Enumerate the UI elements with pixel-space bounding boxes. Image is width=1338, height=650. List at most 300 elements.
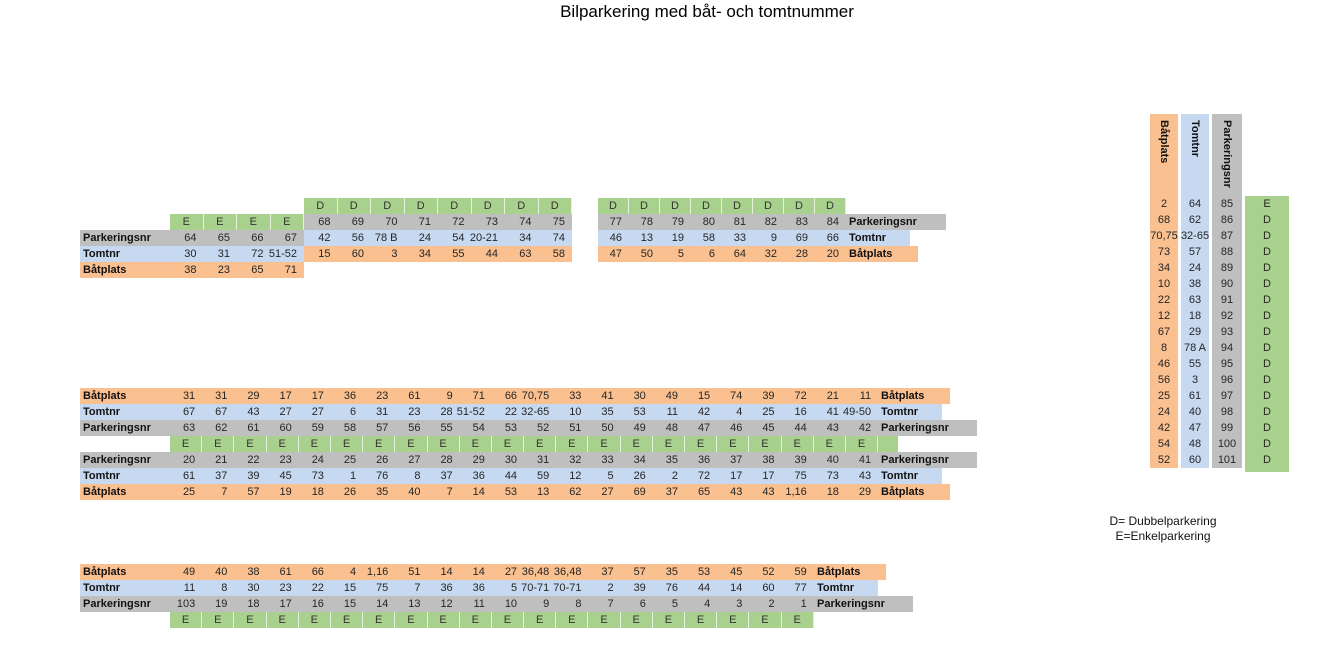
batplats-cell: 64 [733,248,746,260]
parkeringsnr-cell: 66 [251,232,264,244]
parkeringsnr-cell: 67 [284,232,297,244]
e-marker-cell: E [460,436,492,452]
tomtnr-cell: 3 [1191,374,1199,386]
tomtnr-cell: 7 [414,582,421,594]
e-marker-cell: E [202,436,234,452]
parkeringsnr-cell: 100 [1217,438,1237,450]
tomtnr-cell: 60 [762,582,775,594]
tomtnr-cell: 34 [519,232,532,244]
batplats-cell: 47 [609,248,622,260]
marker-cell: D [1263,374,1271,386]
parkeringsnr-cell: 89 [1220,262,1234,274]
tomtnr-cell: 24 [1188,262,1202,274]
batplats-cell: 71 [284,264,297,276]
parkeringsnr-cell: 45 [762,422,775,434]
e-marker-cell: E [428,436,460,452]
parkeringsnr-cell: 49 [633,422,646,434]
batplats-cell: 57 [633,566,646,578]
right-table-batplats-column [1150,196,1178,468]
batplats-cell: 32 [764,248,777,260]
tomtnr-cell: 17 [762,470,775,482]
batplats-cell: 66 [311,566,324,578]
e-marker-cell: E [428,612,460,628]
tomtnr-cell: 45 [279,470,292,482]
tomtnr-cell: 5 [510,582,518,594]
e-marker-cell: E [846,436,878,452]
parkeringsnr-cell: 98 [1220,406,1234,418]
parkeringsnr-cell: 18 [247,598,260,610]
d-marker-cell: D [505,198,539,214]
e-marker-cell: E [234,436,266,452]
mid-upper-parkeringsnr-row [170,420,879,436]
parkeringsnr-cell: 35 [665,454,678,466]
tomtnr-cell: 56 [351,232,364,244]
parkeringsnr-cell: 42 [858,422,872,434]
tomtnr-cell: 51-52 [268,248,297,260]
tomtnr-cell: 15 [343,582,357,594]
tomtnr-cell: 24 [418,232,431,244]
parkeringsnr-cell: 68 [318,216,331,228]
parkeringsnr-cell: 52 [537,422,550,434]
tomtnr-cell: 8 [414,470,421,482]
parkeringsnr-cell: 1 [800,598,807,610]
e-marker-cell: E [204,214,238,230]
batplats-cell: 2 [1160,198,1168,210]
parkeringsnr-cell: 56 [408,422,421,434]
parkeringsnr-cell: 87 [1220,230,1234,242]
e-marker-cell: E [524,612,556,628]
tomtnr-cell: 61 [182,470,196,482]
batplats-cell: 39 [762,390,775,402]
mid-lower-batplats-label-left: Båtplats [80,484,170,500]
batplats-cell: 15 [318,248,331,260]
batplats-cell: 5 [677,248,684,260]
tomtnr-cell: 26 [633,470,646,482]
tomtnr-cell: 58 [702,232,715,244]
e-marker-cell: E [202,612,234,628]
tomtnr-cell: 13 [640,232,653,244]
tomtnr-cell: 43 [858,470,872,482]
batplats-cell: 12 [1157,310,1171,322]
batplats-cell: 58 [552,248,565,260]
batplats-cell: 7 [446,486,453,498]
tomtnr-cell: 76 [665,582,678,594]
batplats-cell: 43 [730,486,743,498]
e-marker-cell: E [621,436,653,452]
top-left-tomtnr-row [170,246,304,262]
parkeringsnr-cell: 75 [552,216,565,228]
batplats-cell: 24 [1157,406,1171,418]
mid-lower-batplats-label-right: Båtplats [878,484,950,500]
tomtnr-cell: 5 [607,470,614,482]
mid-upper-batplats-label-right: Båtplats [878,388,950,404]
parkeringsnr-cell: 88 [1220,246,1234,258]
batplats-cell: 11 [859,390,872,402]
batplats-cell: 29 [247,390,260,402]
tomtnr-cell: 59 [537,470,550,482]
tomtnr-cell: 66 [826,232,839,244]
tomtnr-cell: 63 [1188,294,1202,306]
mid-lower-parkeringsnr-label-left: Parkeringsnr [80,452,170,468]
d-marker-cell: D [405,198,439,214]
batplats-cell: 18 [311,486,324,498]
tomtnr-cell: 23 [408,406,421,418]
bottom-batplats-row [170,564,814,580]
d-marker-cell: D [815,198,846,214]
parkeringsnr-cell: 12 [440,598,453,610]
tomtnr-cell: 75 [376,582,389,594]
batplats-cell: 41 [601,390,614,402]
parkeringsnr-cell: 57 [376,422,389,434]
batplats-cell: 74 [730,390,743,402]
batplats-cell: 10 [1157,278,1171,290]
mid-lower-parkeringsnr-label-right: Parkeringsnr [878,452,977,468]
parkeringsnr-cell: 32 [569,454,582,466]
parkeringsnr-cell: 86 [1220,214,1234,226]
batplats-cell: 38 [247,566,260,578]
tomtnr-cell: 73 [311,470,324,482]
tomtnr-cell: 31 [217,248,230,260]
tomtnr-cell: 73 [826,470,839,482]
tomtnr-cell: 37 [215,470,228,482]
tomtnr-cell: 60 [1188,454,1202,466]
tomtnr-cell: 2 [607,582,614,594]
batplats-cell: 56 [1157,374,1171,386]
parkeringsnr-cell: 33 [601,454,614,466]
tomtnr-cell: 32-65 [1180,230,1210,242]
batplats-cell: 62 [569,486,582,498]
tomtnr-cell: 19 [671,232,684,244]
batplats-cell: 20 [826,248,839,260]
tomtnr-cell: 44 [697,582,711,594]
tomtnr-cell: 12 [569,470,582,482]
batplats-cell: 36,48 [521,566,550,578]
parkeringsnr-cell: 17 [279,598,292,610]
mid-lower-tomtnr-label-left: Tomtnr [80,468,170,484]
tomtnr-cell: 61 [1188,390,1202,402]
parkeringsnr-cell: 20 [182,454,196,466]
parkeringsnr-cell: 65 [217,232,230,244]
e-marker-cell: E [653,612,685,628]
tomtnr-cell: 72 [697,470,711,482]
tomtnr-cell: 20-21 [469,232,498,244]
batplats-cell: 37 [601,566,614,578]
parkeringsnr-cell: 70 [385,216,398,228]
batplats-cell: 67 [1157,326,1171,338]
tomtnr-cell: 64 [1188,198,1202,210]
batplats-cell: 57 [247,486,260,498]
legend [1093,514,1233,544]
mid-lower-tomtnr-row [170,468,879,484]
tomtnr-cell: 37 [440,470,453,482]
e-marker-cell: E [749,612,781,628]
e-marker-cell: E [170,436,202,452]
d-marker-cell: D [660,198,691,214]
e-marker-cell: E [395,436,427,452]
top-right-batplats-label: Båtplats [846,246,918,262]
marker-cell: D [1263,294,1271,306]
parkeringsnr-cell: 54 [472,422,485,434]
d-marker-cell: D [338,198,372,214]
tomtnr-cell: 44 [504,470,518,482]
parkeringsnr-cell: 91 [1220,294,1234,306]
tomtnr-cell: 27 [311,406,324,418]
parkeringsnr-cell: 103 [176,598,196,610]
e-marker-cell: E [363,436,395,452]
parkeringsnr-cell: 44 [794,422,807,434]
marker-cell: E [1263,198,1271,210]
d-marker-cell: D [438,198,472,214]
d-marker-cell: D [472,198,506,214]
tomtnr-cell: 10 [569,406,582,418]
parkeringsnr-cell: 72 [452,216,465,228]
parkeringsnr-cell: 23 [279,454,292,466]
parkeringsnr-cell: 7 [607,598,614,610]
top-right-parkeringsnr-row [598,214,846,230]
parkeringsnr-cell: 27 [408,454,421,466]
parkeringsnr-cell: 53 [504,422,518,434]
right-table-parkeringsnr-header: Parkeringsnr [1212,114,1242,196]
batplats-cell: 49 [665,390,678,402]
batplats-cell: 66 [504,390,518,402]
tomtnr-cell: 9 [770,232,777,244]
parkeringsnr-cell: 19 [215,598,228,610]
parkeringsnr-cell: 39 [794,454,807,466]
tomtnr-cell: 36 [472,470,485,482]
batplats-cell: 34 [1157,262,1171,274]
tomtnr-cell: 22 [311,582,324,594]
marker-cell: D [1263,454,1271,466]
marker-cell: D [1263,214,1271,226]
parkeringsnr-cell: 3 [736,598,743,610]
mid-upper-tomtnr-row [170,404,879,420]
tomtnr-cell: 53 [633,406,646,418]
top-mid-parkeringsnr-row [304,214,572,230]
tomtnr-cell: 35 [601,406,614,418]
tomtnr-cell: 36 [440,582,453,594]
tomtnr-cell: 57 [1188,246,1202,258]
batplats-cell: 49 [182,566,196,578]
parkeringsnr-cell: 82 [764,216,777,228]
batplats-cell: 14 [472,486,485,498]
e-marker-cell: E [782,436,814,452]
tomtnr-cell: 46 [609,232,622,244]
tomtnr-cell: 31 [376,406,389,418]
marker-cell: D [1263,422,1271,434]
e-marker-cell: E [267,436,299,452]
tomtnr-cell: 4 [736,406,743,418]
batplats-cell: 55 [452,248,465,260]
top-right-d-marker-row [598,198,846,214]
e-marker-cell: E [299,612,331,628]
tomtnr-cell: 8 [221,582,228,594]
e-marker-cell: E [331,436,363,452]
parkeringsnr-cell: 21 [215,454,228,466]
batplats-cell: 34 [418,248,431,260]
e-marker-cell: E [749,436,781,452]
batplats-cell: 14 [472,566,485,578]
tomtnr-cell: 38 [1188,278,1202,290]
parkeringsnr-cell: 77 [609,216,622,228]
marker-cell: D [1263,358,1271,370]
marker-cell: D [1263,230,1271,242]
marker-cell: D [1263,342,1271,354]
tomtnr-cell: 67 [215,406,228,418]
mid-e-marker-row [170,436,898,452]
batplats-cell: 51 [408,566,421,578]
parkeringsnr-cell: 41 [858,454,872,466]
tomtnr-cell: 25 [762,406,775,418]
top-right-parkeringsnr-label: Parkeringsnr [846,214,946,230]
parkeringsnr-cell: 64 [184,232,197,244]
parkeringsnr-cell: 73 [485,216,498,228]
batplats-cell: 3 [391,248,398,260]
batplats-cell: 63 [519,248,532,260]
batplats-cell: 36 [343,390,357,402]
tomtnr-cell: 22 [504,406,518,418]
batplats-cell: 25 [1157,390,1171,402]
batplats-cell: 52 [762,566,775,578]
parkeringsnr-cell: 43 [826,422,839,434]
parkeringsnr-cell: 29 [472,454,485,466]
tomtnr-cell: 78 A [1183,342,1207,354]
parkeringsnr-cell: 92 [1220,310,1234,322]
batplats-cell: 68 [1157,214,1171,226]
right-table-batplats-header: Båtplats [1150,114,1178,196]
parkeringsnr-cell: 51 [569,422,582,434]
tomtnr-cell: 28 [440,406,453,418]
batplats-cell: 54 [1157,438,1171,450]
batplats-cell: 72 [794,390,807,402]
parkeringsnr-cell: 97 [1220,390,1234,402]
e-marker-cell: E [556,436,588,452]
tomtnr-cell: 30 [247,582,260,594]
e-marker-cell: E [588,612,620,628]
batplats-cell: 53 [697,566,711,578]
batplats-cell: 29 [858,486,872,498]
bottom-tomtnr-row [170,580,814,596]
batplats-cell: 60 [351,248,364,260]
e-marker-cell: E [460,612,492,628]
batplats-cell: 15 [697,390,711,402]
parkeringsnr-cell: 36 [697,454,711,466]
parkeringsnr-cell: 101 [1217,454,1237,466]
e-marker-cell: E [814,436,846,452]
batplats-cell: 22 [1157,294,1171,306]
batplats-cell: 44 [485,248,498,260]
d-marker-cell: D [753,198,784,214]
marker-cell: D [1263,246,1271,258]
tomtnr-cell: 39 [247,470,260,482]
batplats-cell: 19 [279,486,292,498]
tomtnr-cell: 40 [1188,406,1202,418]
batplats-cell: 70,75 [521,390,550,402]
bottom-parkeringsnr-row [170,596,814,612]
parkeringsnr-cell: 74 [519,216,532,228]
e-marker-cell: E [237,214,271,230]
parkeringsnr-cell: 71 [418,216,431,228]
batplats-cell: 17 [279,390,292,402]
top-left-e-marker-row [170,214,304,230]
e-marker-cell: E [685,436,717,452]
batplats-cell: 23 [217,264,230,276]
parkeringsnr-cell: 2 [768,598,775,610]
parkeringsnr-cell: 37 [730,454,743,466]
top-right-tomtnr-label: Tomtnr [846,230,910,246]
right-table-tomtnr-header: Tomtnr [1181,114,1209,196]
tomtnr-cell: 72 [251,248,264,260]
batplats-cell: 37 [665,486,678,498]
tomtnr-cell: 77 [794,582,807,594]
right-table-marker-column [1245,196,1289,472]
parkeringsnr-cell: 25 [343,454,357,466]
top-mid-tomtnr-row [304,230,572,246]
tomtnr-cell: 14 [730,582,743,594]
tomtnr-cell: 17 [730,470,743,482]
parkeringsnr-cell: 81 [733,216,746,228]
batplats-cell: 65 [251,264,264,276]
tomtnr-cell: 47 [1188,422,1202,434]
batplats-cell: 65 [697,486,711,498]
e-marker-cell: E [395,612,427,628]
tomtnr-cell: 2 [671,470,678,482]
d-marker-cell: D [304,198,338,214]
parkeringsnr-cell: 95 [1220,358,1234,370]
e-marker-cell: E [331,612,363,628]
d-marker-cell: D [371,198,405,214]
mid-upper-parkeringsnr-label-left: Parkeringsnr [80,420,170,436]
batplats-cell: 26 [343,486,357,498]
bottom-batplats-label-left: Båtplats [80,564,170,580]
batplats-cell: 18 [826,486,839,498]
parkeringsnr-cell: 69 [351,216,364,228]
batplats-cell: 35 [665,566,678,578]
mid-upper-tomtnr-label-right: Tomtnr [878,404,942,420]
bottom-parkeringsnr-label-right: Parkeringsnr [814,596,913,612]
tomtnr-cell: 36 [472,582,485,594]
marker-cell: D [1263,406,1271,418]
parkeringsnr-cell: 8 [575,598,582,610]
legend-line-dubbelparkering: D= Dubbelparkering [1109,514,1217,528]
tomtnr-cell: 74 [552,232,565,244]
tomtnr-cell: 42 [318,232,331,244]
tomtnr-cell: 67 [182,406,196,418]
batplats-cell: 61 [408,390,421,402]
parkeringsnr-cell: 93 [1220,326,1234,338]
bottom-tomtnr-label-right: Tomtnr [814,580,878,596]
batplats-cell: 38 [184,264,197,276]
tomtnr-cell: 23 [279,582,292,594]
e-marker-cell: E [234,612,266,628]
tomtnr-cell: 75 [794,470,807,482]
mid-upper-parkeringsnr-label-right: Parkeringsnr [878,420,977,436]
tomtnr-cell: 30 [184,248,197,260]
d-marker-cell: D [784,198,815,214]
marker-cell: D [1263,310,1271,322]
parkeringsnr-cell: 83 [795,216,808,228]
bottom-tomtnr-label-left: Tomtnr [80,580,170,596]
mid-lower-tomtnr-label-right: Tomtnr [878,468,942,484]
top-left-parkeringsnr-row [170,230,304,246]
batplats-cell: 8 [1160,342,1168,354]
parkeringsnr-cell: 22 [247,454,260,466]
parkeringsnr-cell: 40 [826,454,839,466]
parkeringsnr-cell: 30 [504,454,518,466]
e-marker-cell: E [492,612,524,628]
parkeringsnr-cell: 62 [215,422,228,434]
batplats-cell: 35 [376,486,389,498]
bottom-parkeringsnr-label-left: Parkeringsnr [80,596,170,612]
